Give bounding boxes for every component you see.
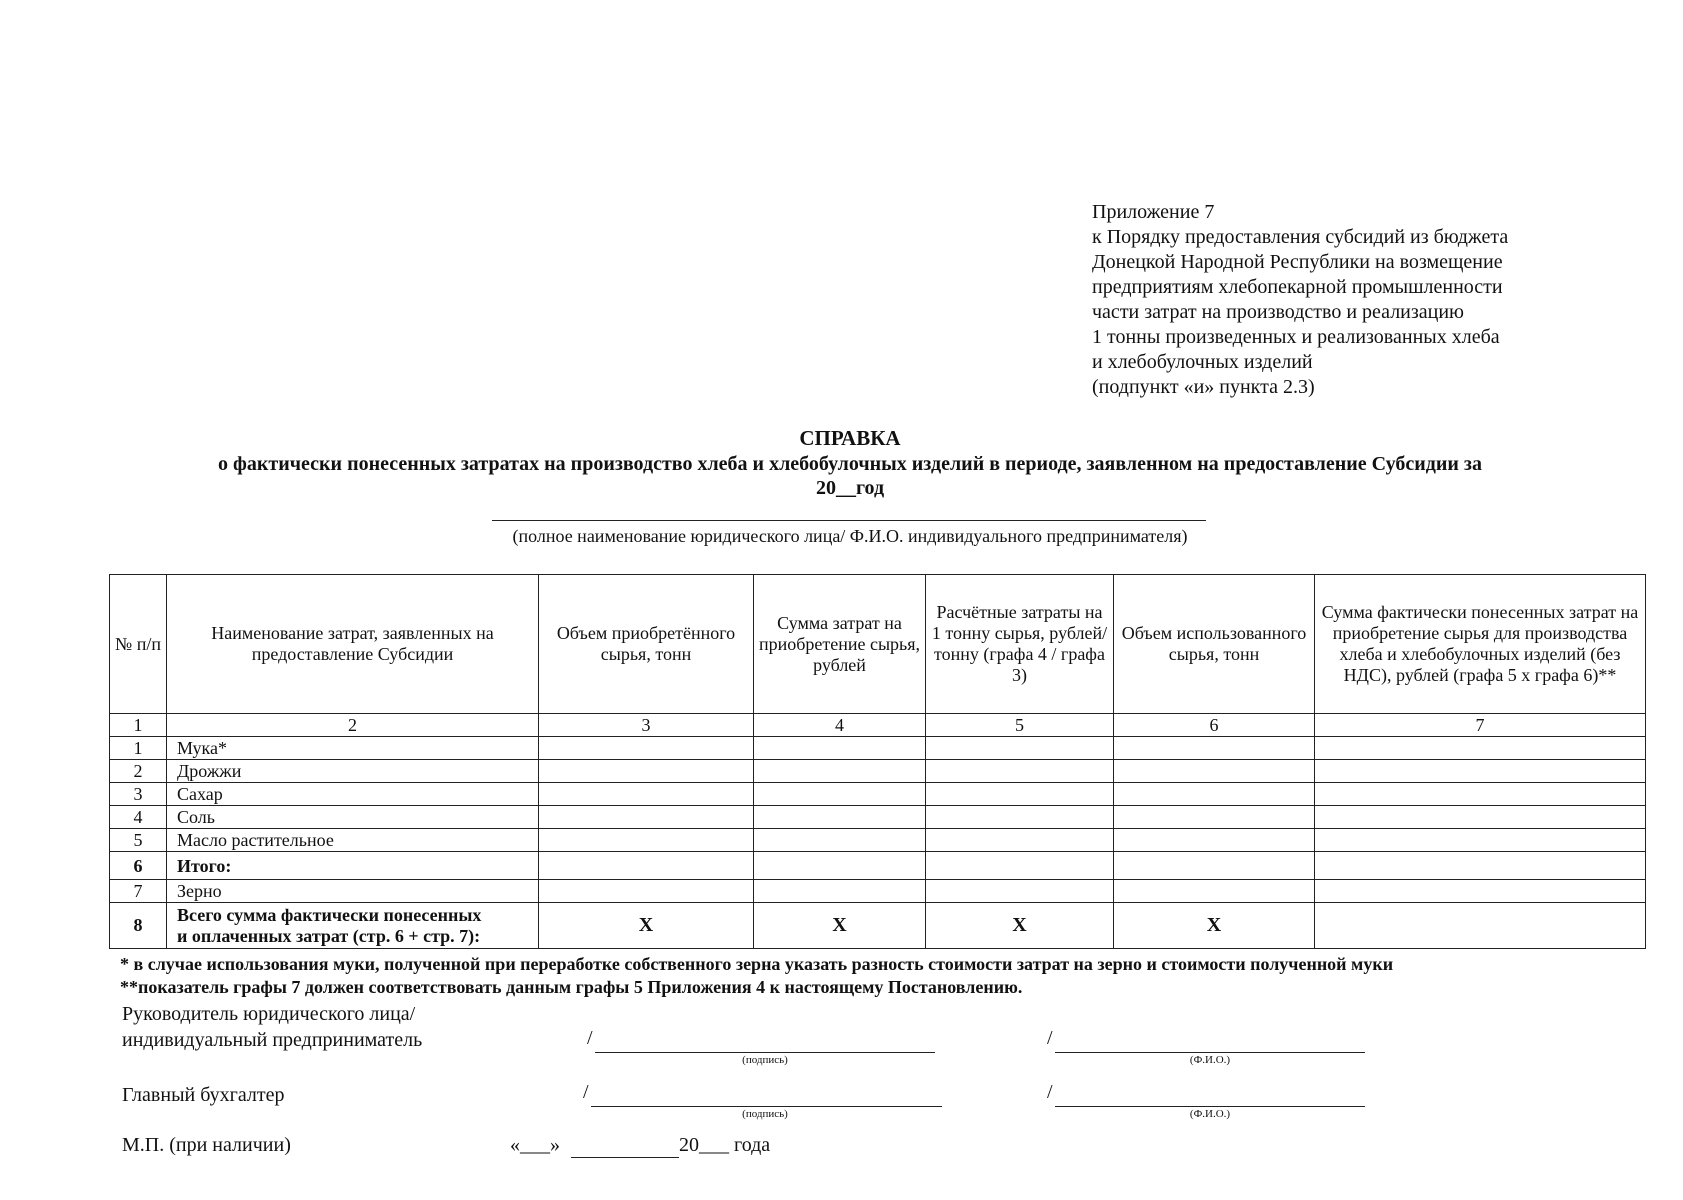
table-cell[interactable] — [539, 806, 754, 829]
column-number-row — [110, 714, 1646, 737]
header-cell-volume-purchased: Объем приобретённого сырья, тонн — [539, 575, 754, 714]
row-number: 1 — [110, 737, 167, 760]
row-name-total — [167, 903, 539, 949]
appendix-line: Приложение 7 — [1092, 201, 1215, 223]
column-number: 4 — [754, 714, 926, 737]
table-cell[interactable] — [539, 760, 754, 783]
table-row-subtotal — [110, 852, 1646, 880]
table-row-total — [110, 903, 1646, 949]
slash: / — [1047, 1081, 1053, 1103]
document-title: СПРАВКА — [799, 426, 901, 450]
row-name: Масло растительное — [167, 829, 539, 852]
head-fio-line[interactable] — [1055, 1052, 1365, 1053]
header-cell-number: № п/п — [110, 575, 167, 714]
table-cell[interactable] — [1114, 829, 1315, 852]
table-cell[interactable] — [1114, 806, 1315, 829]
row-number: 8 — [110, 903, 167, 949]
row-number: 5 — [110, 829, 167, 852]
slash: / — [583, 1081, 589, 1103]
total-name-line: Всего сумма фактически понесенных — [177, 904, 482, 925]
not-applicable-mark: Х — [539, 903, 754, 949]
signature-head-label-line2: индивидуальный предприниматель — [122, 1029, 423, 1051]
table-cell[interactable] — [1315, 829, 1646, 852]
row-name: Соль — [167, 806, 539, 829]
appendix-line: к Порядку предоставления субсидий из бюджета — [1092, 226, 1509, 248]
appendix-header — [1092, 200, 1508, 400]
table-row — [110, 783, 1646, 806]
column-number: 7 — [1315, 714, 1646, 737]
header-cell-actual-cost: Сумма фактически понесенных затрат на приобретение сырья для производства хлеба и хлебобулочных изделий (без НДС), рублей (графа 5 х графа 6)** — [1315, 575, 1646, 714]
table-cell[interactable] — [1315, 783, 1646, 806]
row-number: 3 — [110, 783, 167, 806]
column-number: 1 — [110, 714, 167, 737]
slash: / — [1047, 1027, 1053, 1049]
date-month-line[interactable] — [571, 1157, 679, 1158]
table-cell[interactable] — [754, 783, 926, 806]
table-cell[interactable] — [926, 852, 1114, 880]
table-cell[interactable] — [1315, 737, 1646, 760]
table-row — [110, 806, 1646, 829]
header-cell-volume-used: Объем использованного сырья, тонн — [1114, 575, 1315, 714]
appendix-line: предприятиям хлебопекарной промышленности — [1092, 276, 1503, 298]
appendix-line: Донецкой Народной Республики на возмещение — [1092, 251, 1503, 273]
appendix-line: части затрат на производство и реализацию — [1092, 301, 1465, 323]
table-row — [110, 829, 1646, 852]
accountant-signature-caption: (подпись) — [742, 1108, 788, 1120]
table-cell[interactable] — [1114, 880, 1315, 903]
entity-name-line[interactable] — [492, 520, 1206, 521]
accountant-fio-caption: (Ф.И.О.) — [1189, 1108, 1231, 1120]
table-cell[interactable] — [926, 829, 1114, 852]
accountant-fio-line[interactable] — [1055, 1106, 1365, 1107]
row-name: Итого: — [167, 852, 539, 880]
not-applicable-mark: Х — [754, 903, 926, 949]
table-cell[interactable] — [754, 829, 926, 852]
table-row — [110, 760, 1646, 783]
table-row — [110, 737, 1646, 760]
table-cell[interactable] — [926, 783, 1114, 806]
header-cell-cost-per-ton: Расчётные затраты на 1 тонну сырья, рублей/тонну (графа 4 / графа 3) — [926, 575, 1114, 714]
row-name: Зерно — [167, 880, 539, 903]
document-year: 20__год — [815, 477, 885, 499]
table-row — [110, 880, 1646, 903]
column-number: 2 — [167, 714, 539, 737]
not-applicable-mark: Х — [1114, 903, 1315, 949]
table-cell[interactable] — [926, 737, 1114, 760]
appendix-line: 1 тонны произведенных и реализованных хлеба — [1092, 326, 1500, 348]
row-name: Дрожжи — [167, 760, 539, 783]
appendix-line: и хлебобулочных изделий — [1092, 351, 1313, 373]
head-fio-caption: (Ф.И.О.) — [1189, 1054, 1231, 1066]
date-year-field[interactable]: 20___ года — [679, 1134, 771, 1156]
table-cell[interactable] — [754, 806, 926, 829]
table-cell[interactable] — [754, 760, 926, 783]
table-cell[interactable] — [926, 806, 1114, 829]
row-number: 2 — [110, 760, 167, 783]
table-cell[interactable] — [539, 880, 754, 903]
row-number: 4 — [110, 806, 167, 829]
table-header-row — [110, 575, 1646, 714]
entity-name-caption: (полное наименование юридического лица/ Ф.И.О. индивидуального предпринимателя) — [512, 526, 1188, 546]
table-cell[interactable] — [754, 852, 926, 880]
table-cell[interactable] — [1114, 852, 1315, 880]
head-signature-line[interactable] — [595, 1052, 935, 1053]
footnote-1: * в случае использования муки, полученной при переработке собственного зерна указать разность стоимости затрат на зерно и стоимости полученной муки — [120, 954, 1394, 974]
signature-head-label-line1: Руководитель юридического лица/ — [122, 1003, 416, 1025]
footnote-2: **показатель графы 7 должен соответствовать данным графы 5 Приложения 4 к настоящему Постановлению. — [120, 977, 1023, 997]
slash: / — [587, 1027, 593, 1049]
column-number: 5 — [926, 714, 1114, 737]
column-number: 3 — [539, 714, 754, 737]
header-cell-name: Наименование затрат, заявленных на предоставление Субсидии — [167, 575, 539, 714]
cost-table — [109, 574, 1646, 949]
table-cell[interactable] — [539, 829, 754, 852]
table-cell[interactable] — [539, 783, 754, 806]
table-cell[interactable] — [926, 880, 1114, 903]
column-number: 6 — [1114, 714, 1315, 737]
signature-accountant-label: Главный бухгалтер — [122, 1084, 285, 1106]
header-cell-purchase-cost: Сумма затрат на приобретение сырья, рублей — [754, 575, 926, 714]
table-cell[interactable] — [1315, 806, 1646, 829]
table-cell[interactable] — [1315, 760, 1646, 783]
document-subtitle: о фактически понесенных затратах на производство хлеба и хлебобулочных изделий в периоде, заявленном на предоставление Субсидии за — [218, 453, 1482, 475]
table-cell[interactable] — [1315, 852, 1646, 880]
table-cell[interactable] — [754, 737, 926, 760]
table-cell[interactable] — [1114, 737, 1315, 760]
accountant-signature-line[interactable] — [591, 1106, 942, 1107]
not-applicable-mark: Х — [926, 903, 1114, 949]
table-cell[interactable] — [1114, 783, 1315, 806]
table-cell[interactable] — [754, 880, 926, 903]
row-name: Мука* — [167, 737, 539, 760]
table-cell[interactable] — [1315, 880, 1646, 903]
total-name-line: и оплаченных затрат (стр. 6 + стр. 7): — [177, 925, 481, 946]
date-day-field[interactable]: «___» — [510, 1134, 560, 1156]
table-cell[interactable] — [1315, 903, 1646, 949]
table-cell[interactable] — [1114, 760, 1315, 783]
head-signature-caption: (подпись) — [742, 1054, 788, 1066]
table-cell[interactable] — [539, 852, 754, 880]
row-number: 6 — [110, 852, 167, 880]
appendix-line: (подпункт «и» пункта 2.3) — [1092, 376, 1315, 398]
table-cell[interactable] — [539, 737, 754, 760]
row-name: Сахар — [167, 783, 539, 806]
row-number: 7 — [110, 880, 167, 903]
table-cell[interactable] — [926, 760, 1114, 783]
seal-label: М.П. (при наличии) — [122, 1134, 291, 1156]
